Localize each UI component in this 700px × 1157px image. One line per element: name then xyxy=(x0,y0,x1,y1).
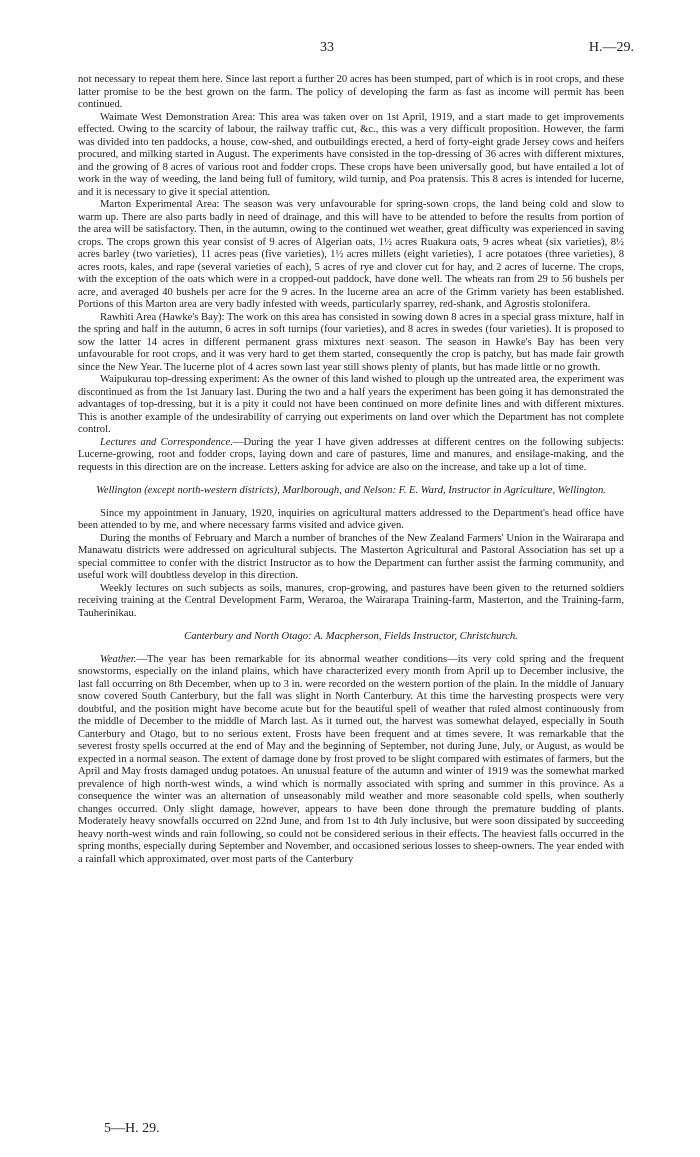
paragraph: Marton Experimental Area: The season was very unfavourable for spring-sown crops, the land being cold and slow to warm up. There are also parts badly in need of drainage, and this will have to be attended to before the results from portion of the area will be satisfactory. Then, in the autumn, owing to the continued wet weather, great difficulty was experienced in saving crops. The crops grown this year consist of 9 acres of Algerian oats, 1½ acres Ruakura oats, 9 acres wheat (six varieties), 8½ acres barley (two varieties), 11 acres peas (five varieties), 1½ acres millets (eight varieties), 1 acre potatoes (three varieties), 8 acres roots, kales, and rape (several varieties of each), 5 acres of rye and clover cut for hay, and 2 acres of lucerne. The crops, with the exception of the oats which were in a cropped-out paddock, have done well. The wheats ran from 29 to 56 bushels per acre, and averaged 40 bushels per acre for the 9 acres. In the lucerne area an acre of the Grimm variety has been established. Portions of this Marton area are very badly infested with weeds, particularly sparrey, red-shank, and Agrostis stolonifera. xyxy=(78,199,624,310)
paragraph: Since my appointment in January, 1920, inquiries on agricultural matters addressed to the Department's head office have been attended to by me, and where necessary farms visited and advice given. xyxy=(78,507,624,531)
paragraph xyxy=(78,654,624,867)
document-reference: H.—29. xyxy=(588,40,634,55)
paragraph: Waimate West Demonstration Area: This area was taken over on 1st April, 1919, and a start made to get improvements effected. Owing to the scarcity of labour, the railway traffic cut, &c., this was a very difficult proposition. However, the farm was divided into ten paddocks, a house, cow-shed, and outbuildings erected, a herd of forty-eight grade Jersey cows and heifers procured, and milking started in August. The experiments have consisted in the top-dressing of 36 acres with different mixtures, and the growing of 8 acres of various root and fodder crops. These crops have been universally good, but have entailed a lot of work in the way of weeding, the land being full of fumitory, wild turnip, and Poa pratensis. This 8 acres is intended for lucerne, and it is necessary to give it special attention. xyxy=(78,111,624,198)
paragraph-lead: Weather. xyxy=(100,653,137,665)
paragraph xyxy=(78,437,624,475)
paragraph: Waipukurau top-dressing experiment: As the owner of this land wished to plough up the untreated area, the experiment was discontinued as from the 1st January last. During the two and a half years the experiment has been going it has demonstrated the advantages of top-dressing, but it is a pity it could not have been continued on more definite lines and with different mixtures. This is another example of the undesirability of carrying out experiments on land over which the Department has not complete control. xyxy=(78,374,624,435)
footer-signature: 5—H. 29. xyxy=(104,1121,160,1136)
paragraph: Weekly lectures on such subjects as soils, manures, crop-growing, and pastures have been given to the returned soldiers receiving training at the Central Development Farm, Weraroa, the Wairarapa Training-farm, Masterton, and the Training-farm, Tauherinikau. xyxy=(78,582,624,619)
paragraph-text: —During the year I have given addresses at different centres on the following subjects: Lucerne-growing, root and fodder crops, laying down and care of pastures, lime and manures, and ensilage-making, and the requests in this direction are on the increase. Letters asking for advice are also on the increase, and take up a lot of time. xyxy=(78,436,624,473)
paragraph: not necessary to repeat them here. Since last report a further 20 acres has been stumped, part of which is in root crops, and these latter promise to be the best grown on the farm. The policy of developing the farm as fast as income will permit has been continued. xyxy=(78,74,624,110)
section-heading: Wellington (except north-western districts), Marlborough, and Nelson: F. E. Ward, Instructor in Agriculture, Wellington. xyxy=(96,485,606,496)
paragraph-lead: Lectures and Correspondence. xyxy=(100,436,233,448)
paragraph-text: —The year has been remarkable for its abnormal weather conditions—its very cold spring and the frequent snowstorms, especially on the inland plains, which have characterized every month from April up to December inclusive, the last fall occurring on 8th December, when up to 3 in. were recorded on the western portion of the plain. In the middle of January snow covered South Canterbury, but the fall was slight in North Canterbury. At this time the harvesting prospects were very doubtful, and the position might have become acute but for the beautiful spell of weather that ruled almost continuously from the middle of December to the middle of March last. As it turned out, the harvest was somewhat delayed, especially in South Canterbury and Otago, but to no serious extent. Frosts have been frequent and at times severe. It was remarkable that the severest frosty spells occurred at the end of May and the beginning of September, not during June, July, or August, as would be expected in a normal season. The extent of damage done by frost proved to be slight compared with estimates of farmers, but the April and May frosts damaged undug potatoes. An unusual feature of the autumn and winter of 1919 was the somewhat marked prevalence of high north-west winds, a wind which is normally associated with spring and summer in this province. As a consequence the winter was an alternation of unseasonably mild weather and more seasonable cold spells, when southerly changes occurred. Only slight damage, however, appears to have been done through the premature budding of plants. Moderately heavy snowfalls occurred on 22nd June, and from 1st to 4th July inclusive, but were soon dissipated by succeeding heavy north-west winds and rain following, so could not be considered serious in their effects. The heaviest falls occurred in the spring months, especially during September and November, and occasioned serious losses to sheep-owners. The year ended with a rainfall which approximated, over most parts of the Canterbury xyxy=(78,653,624,865)
paragraph: During the months of February and March a number of branches of the New Zealand Farmers' Union in the Wairarapa and Manawatu districts were addressed on agricultural subjects. The Masterton Agricultural and Pastoral Association has set up a special committee to confer with the district Instructor as to how the Department can further assist the farming community, and useful work will doubtless develop in this direction. xyxy=(78,532,624,581)
page-number: 33 xyxy=(320,40,334,55)
page-header xyxy=(0,40,700,60)
body-text xyxy=(78,74,624,866)
section-heading: Canterbury and North Otago: A. Macpherson, Fields Instructor, Christchurch. xyxy=(184,631,518,642)
paragraph: Rawhiti Area (Hawke's Bay): The work on this area has consisted in sowing down 8 acres in a special grass mixture, half in the spring and half in the autumn, 6 acres in soft turnips (four varieties), and 8 acres in swedes (four varieties). It is proposed to sow the latter 14 acres in different permanent grass mixtures next season. The season in Hawke's Bay has been very unfavourable for root crops, and it was very hard to get them started, consequently the crop is patchy, but has made fair growth since the New Year. The lucerne plot of 4 acres sown last year still shows plenty of plants, but has made little or no growth. xyxy=(78,311,624,373)
